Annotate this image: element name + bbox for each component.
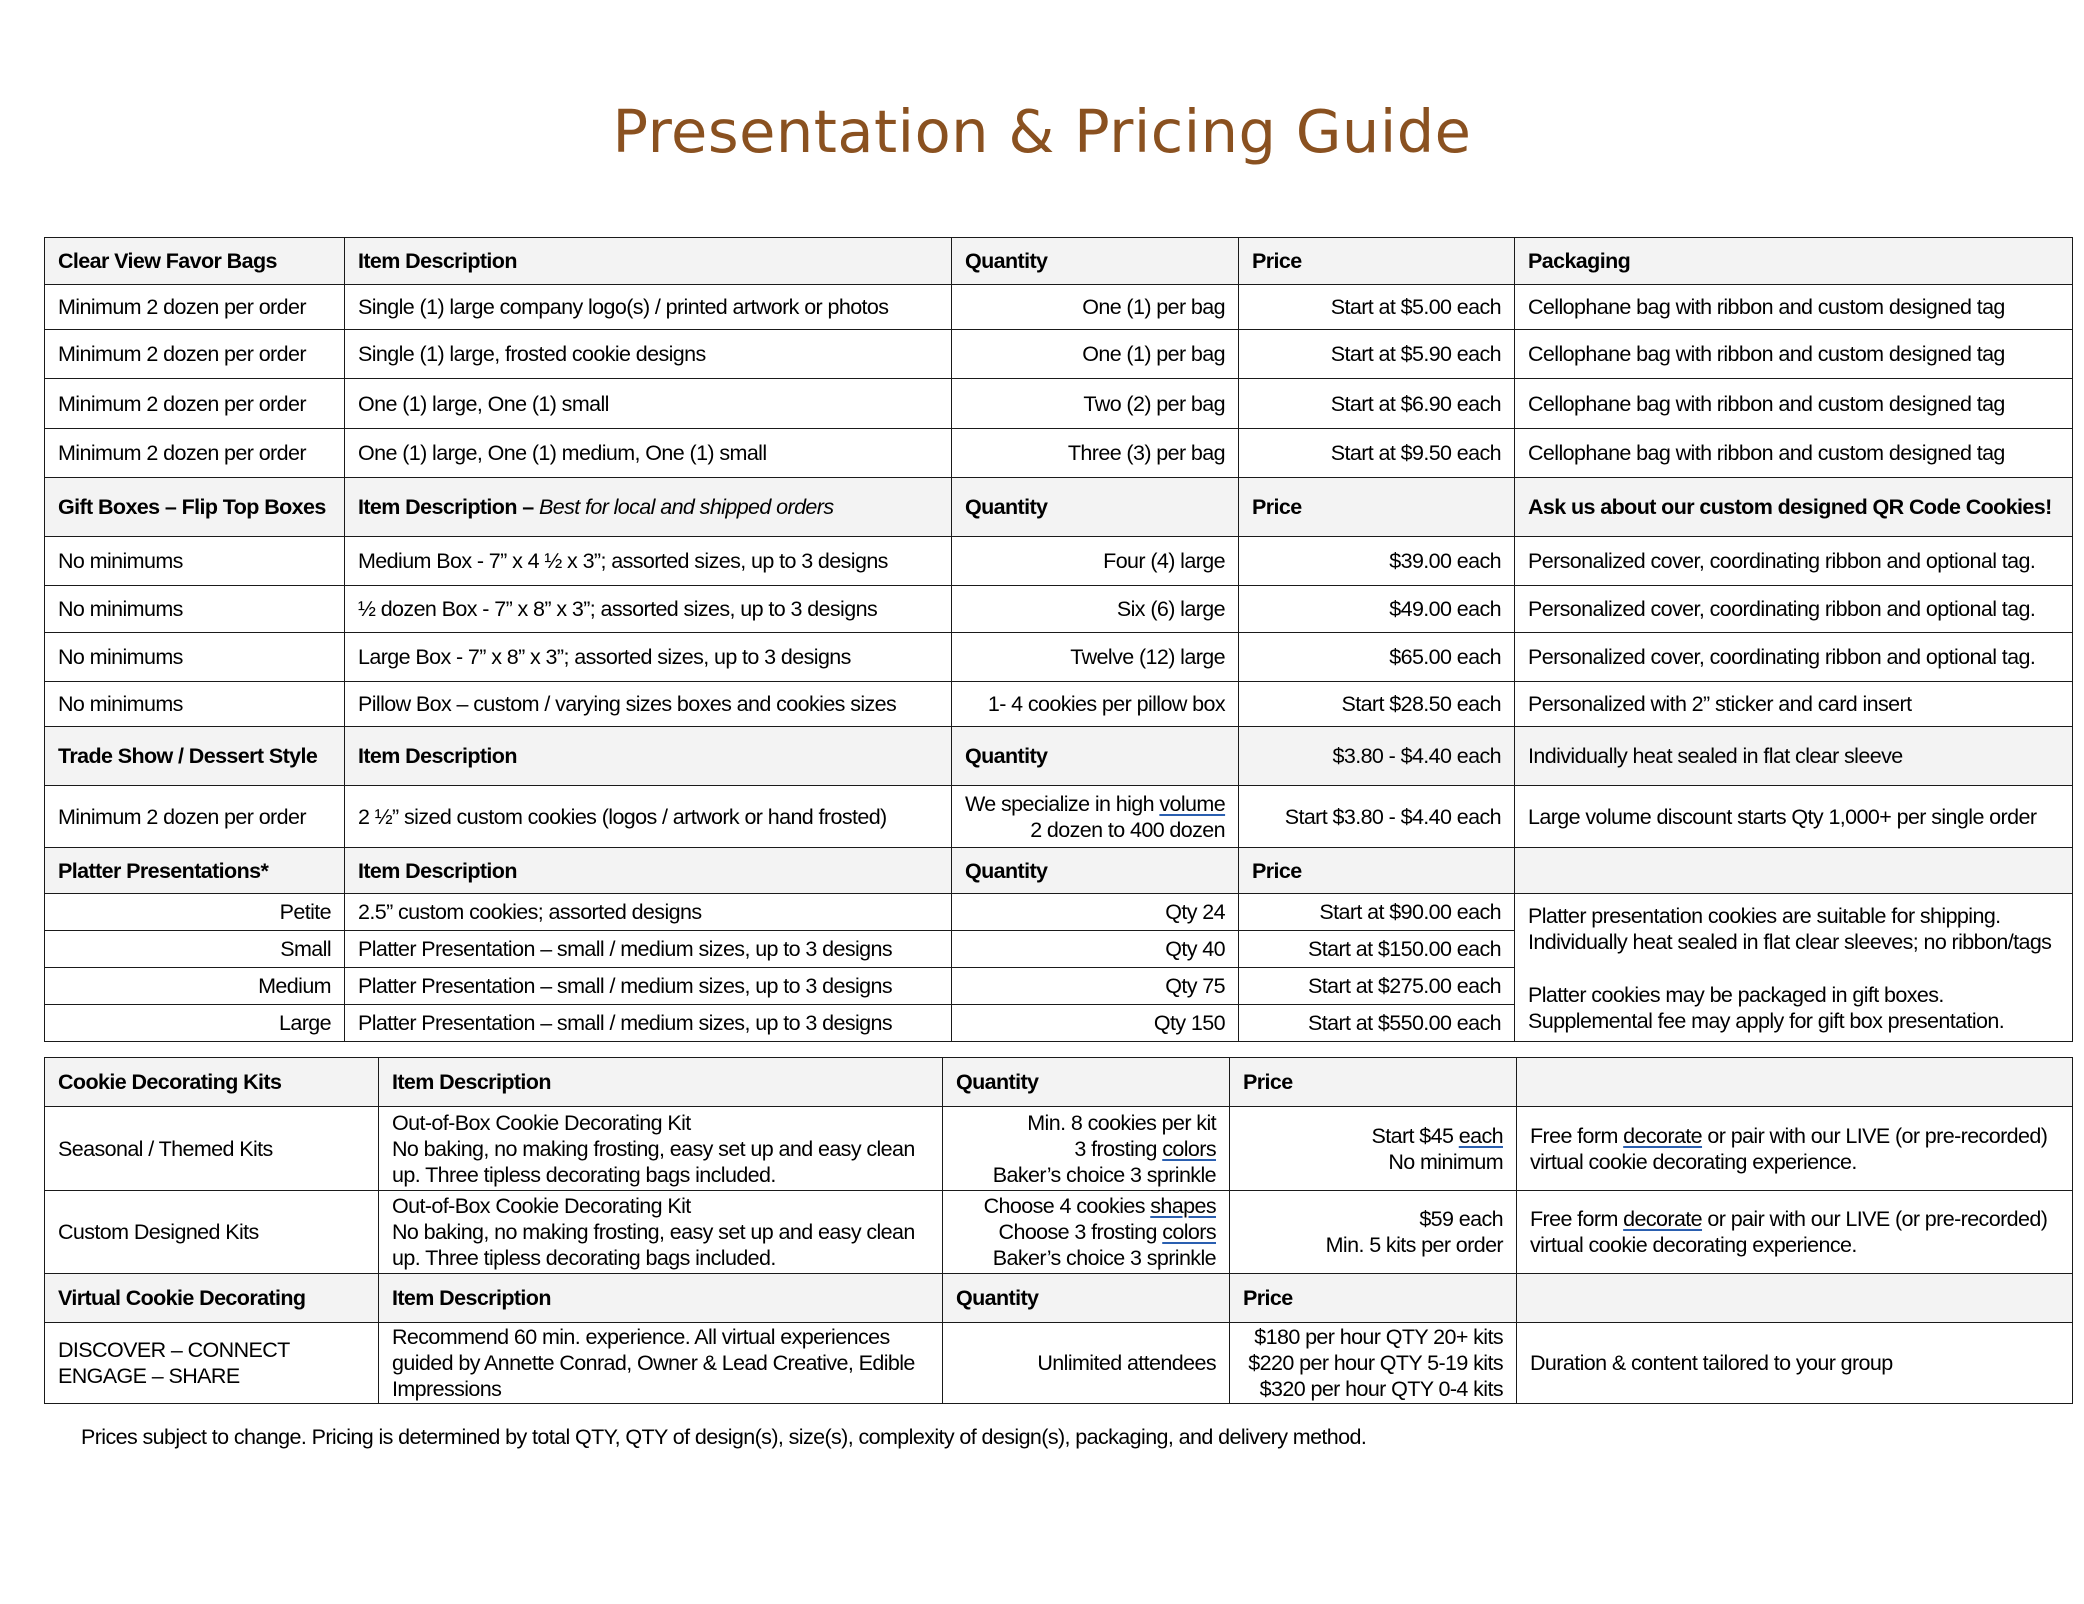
header-cell: Gift Boxes – Flip Top Boxes xyxy=(45,478,345,537)
quantity-cell: Three (3) per bag xyxy=(952,429,1239,478)
quantity-cell: Six (6) large xyxy=(952,586,1239,633)
note-line: Platter presentation cookies are suitable for shipping. xyxy=(1528,904,2001,928)
notes-underlined: decorate xyxy=(1623,1123,1703,1148)
notes-line: virtual cookie decorating experience. xyxy=(1530,1233,1857,1257)
description-cell: Medium Box - 7” x 4 ½ x 3”; assorted sizes, up to 3 designs xyxy=(345,537,952,586)
price-cell: $49.00 each xyxy=(1239,586,1515,633)
price-cell: Start at $6.90 each xyxy=(1239,379,1515,429)
quantity-cell: One (1) per bag xyxy=(952,330,1239,379)
section-header-kits xyxy=(45,1058,2073,1107)
virtual-name-cell xyxy=(45,1323,379,1404)
packaging-cell: Personalized cover, coordinating ribbon and optional tag. xyxy=(1515,537,2073,586)
order-cell: No minimums xyxy=(45,633,345,682)
quantity-text: 3 frosting xyxy=(1074,1136,1163,1161)
size-cell: Large xyxy=(45,1005,345,1042)
size-cell: Small xyxy=(45,931,345,968)
quantity-text: Choose 3 frosting xyxy=(998,1220,1163,1244)
section-header-gift-boxes xyxy=(45,478,2073,537)
description-cell: ½ dozen Box - 7” x 8” x 3”; assorted sizes, up to 3 designs xyxy=(345,586,952,633)
description-cell: Platter Presentation – small / medium sizes, up to 3 designs xyxy=(345,968,952,1005)
table-row xyxy=(45,537,2073,586)
description-line: Out-of-Box Cookie Decorating Kit xyxy=(392,1194,691,1218)
notes-cell: Duration & content tailored to your group xyxy=(1517,1323,2073,1404)
quantity-underlined: colors xyxy=(1162,1136,1216,1161)
description-cell: Single (1) large, frosted cookie designs xyxy=(345,330,952,379)
notes-text: Free form xyxy=(1530,1207,1624,1231)
quantity-cell xyxy=(952,786,1239,848)
price-line: $59 each xyxy=(1419,1207,1503,1231)
description-line: No baking, no making frosting, easy set up and easy clean xyxy=(392,1136,915,1161)
table-row xyxy=(45,330,2073,379)
description-cell: Platter Presentation – small / medium sizes, up to 3 designs xyxy=(345,931,952,968)
header-cell: Platter Presentations* xyxy=(45,848,345,894)
quantity-cell: Unlimited attendees xyxy=(943,1323,1230,1404)
price-line: $320 per hour QTY 0-4 kits xyxy=(1259,1377,1503,1401)
table-row xyxy=(45,1191,2073,1274)
table-row xyxy=(45,1107,2073,1191)
price-line: No minimum xyxy=(1388,1149,1503,1174)
price-cell: Start at $90.00 each xyxy=(1239,894,1515,931)
notes-line: virtual cookie decorating experience. xyxy=(1530,1149,1857,1174)
price-cell: Start at $550.00 each xyxy=(1239,1005,1515,1042)
quantity-cell xyxy=(943,1191,1230,1274)
size-cell: Petite xyxy=(45,894,345,931)
notes-line xyxy=(1530,1123,2059,1149)
order-cell: Minimum 2 dozen per order xyxy=(45,429,345,478)
header-desc-bold: Item Description – xyxy=(358,495,539,519)
description-line: No baking, no making frosting, easy set up and easy clean xyxy=(392,1220,915,1244)
quantity-cell: Twelve (12) large xyxy=(952,633,1239,682)
header-cell: Item Description xyxy=(345,848,952,894)
notes-cell xyxy=(1517,1191,2073,1274)
section-header-favor-bags xyxy=(45,238,2073,285)
description-cell xyxy=(379,1191,943,1274)
price-cell: Start at $9.50 each xyxy=(1239,429,1515,478)
price-cell xyxy=(1230,1323,1517,1404)
description-cell: Single (1) large company logo(s) / printed artwork or photos xyxy=(345,285,952,330)
price-line: Min. 5 kits per order xyxy=(1325,1233,1503,1257)
price-cell: Start at $150.00 each xyxy=(1239,931,1515,968)
quantity-cell: Qty 75 xyxy=(952,968,1239,1005)
packaging-cell: Cellophane bag with ribbon and custom designed tag xyxy=(1515,379,2073,429)
quantity-line: Baker’s choice 3 sprinkle xyxy=(992,1162,1216,1187)
kits-table xyxy=(44,1057,2073,1404)
order-cell: No minimums xyxy=(45,586,345,633)
quantity-cell: Two (2) per bag xyxy=(952,379,1239,429)
packaging-cell: Cellophane bag with ribbon and custom designed tag xyxy=(1515,330,2073,379)
table-row xyxy=(45,285,2073,330)
header-cell: Cookie Decorating Kits xyxy=(45,1058,379,1107)
order-cell: Minimum 2 dozen per order xyxy=(45,379,345,429)
price-cell xyxy=(1230,1107,1517,1191)
quantity-cell xyxy=(943,1107,1230,1191)
price-line xyxy=(1243,1123,1503,1149)
header-desc-italic: Best for local and shipped orders xyxy=(538,495,834,519)
quantity-cell: Qty 150 xyxy=(952,1005,1239,1042)
kit-name-cell: Custom Designed Kits xyxy=(45,1191,379,1274)
packaging-cell: Cellophane bag with ribbon and custom designed tag xyxy=(1515,285,2073,330)
quantity-line xyxy=(956,1193,1216,1219)
quantity-cell: One (1) per bag xyxy=(952,285,1239,330)
quantity-cell: Qty 40 xyxy=(952,931,1239,968)
header-cell: Quantity xyxy=(943,1274,1230,1323)
note-line: Individually heat sealed in flat clear sleeves; no ribbon/tags xyxy=(1528,930,2052,954)
quantity-cell: Qty 24 xyxy=(952,894,1239,931)
order-cell: No minimums xyxy=(45,537,345,586)
packaging-cell: Personalized cover, coordinating ribbon and optional tag. xyxy=(1515,586,2073,633)
page-title: Presentation & Pricing Guide xyxy=(612,97,1472,166)
notes-line xyxy=(1530,1206,2059,1232)
quantity-text: We specialize in high xyxy=(965,791,1160,816)
header-cell xyxy=(1517,1058,2073,1107)
kit-name-cell: Seasonal / Themed Kits xyxy=(45,1107,379,1191)
header-cell: Clear View Favor Bags xyxy=(45,238,345,285)
quantity-line xyxy=(965,791,1225,817)
description-cell xyxy=(379,1107,943,1191)
description-cell: One (1) large, One (1) medium, One (1) small xyxy=(345,429,952,478)
packaging-cell: Personalized with 2” sticker and card insert xyxy=(1515,682,2073,727)
price-cell xyxy=(1230,1191,1517,1274)
price-cell: Start at $275.00 each xyxy=(1239,968,1515,1005)
packaging-cell: Personalized cover, coordinating ribbon and optional tag. xyxy=(1515,633,2073,682)
notes-text: Free form xyxy=(1530,1123,1624,1148)
quantity-cell: 1- 4 cookies per pillow box xyxy=(952,682,1239,727)
price-cell: Start at $5.90 each xyxy=(1239,330,1515,379)
header-cell: Item Description xyxy=(345,727,952,786)
header-cell: Price xyxy=(1230,1058,1517,1107)
header-cell: Ask us about our custom designed QR Code Cookies! xyxy=(1515,478,2073,537)
quantity-line xyxy=(956,1219,1216,1245)
note-line: Platter cookies may be packaged in gift boxes. xyxy=(1528,983,1944,1007)
description-line: up. Three tipless decorating bags included. xyxy=(392,1162,776,1187)
price-line: $220 per hour QTY 5-19 kits xyxy=(1248,1351,1503,1375)
pricing-table xyxy=(44,237,2073,1042)
header-cell: Price xyxy=(1239,238,1515,285)
description-line: Out-of-Box Cookie Decorating Kit xyxy=(392,1110,691,1135)
notes-underlined: decorate xyxy=(1623,1207,1703,1231)
header-cell: Item Description xyxy=(379,1274,943,1323)
header-cell: Trade Show / Dessert Style xyxy=(45,727,345,786)
order-cell: Minimum 2 dozen per order xyxy=(45,285,345,330)
section-header-virtual xyxy=(45,1274,2073,1323)
header-cell: Item Description xyxy=(345,238,952,285)
description-cell: 2.5” custom cookies; assorted designs xyxy=(345,894,952,931)
section-header-trade-show xyxy=(45,727,2073,786)
table-row xyxy=(45,894,2073,931)
table-row xyxy=(45,586,2073,633)
table-row xyxy=(45,379,2073,429)
virtual-name-line: DISCOVER – CONNECT xyxy=(58,1338,290,1362)
header-cell: Price xyxy=(1239,848,1515,894)
description-line: up. Three tipless decorating bags included. xyxy=(392,1246,776,1270)
header-cell: Price xyxy=(1230,1274,1517,1323)
quantity-underlined: colors xyxy=(1162,1220,1216,1244)
virtual-name-line: ENGAGE – SHARE xyxy=(58,1364,240,1388)
notes-text: or pair with our LIVE (or pre-recorded) xyxy=(1702,1207,2048,1231)
price-text: Start $45 xyxy=(1371,1123,1459,1148)
table-row xyxy=(45,786,2073,848)
price-cell: Start $3.80 - $4.40 each xyxy=(1239,786,1515,848)
quantity-line: Baker’s choice 3 sprinkle xyxy=(992,1246,1216,1270)
description-cell xyxy=(379,1323,943,1404)
quantity-underlined: volume xyxy=(1159,791,1226,816)
price-cell: $39.00 each xyxy=(1239,537,1515,586)
header-cell: Quantity xyxy=(952,848,1239,894)
description-cell: 2 ½” sized custom cookies (logos / artwork or hand frosted) xyxy=(345,786,952,848)
header-cell: Packaging xyxy=(1515,238,2073,285)
table-row xyxy=(45,1323,2073,1404)
order-cell: Minimum 2 dozen per order xyxy=(45,330,345,379)
description-cell: Platter Presentation – small / medium sizes, up to 3 designs xyxy=(345,1005,952,1042)
header-cell: $3.80 - $4.40 each xyxy=(1239,727,1515,786)
header-cell: Virtual Cookie Decorating xyxy=(45,1274,379,1323)
header-cell: Quantity xyxy=(943,1058,1230,1107)
description-line: guided by Annette Conrad, Owner & Lead Creative, Edible xyxy=(392,1351,915,1375)
quantity-text: Choose 4 cookies xyxy=(983,1194,1151,1218)
header-cell: Quantity xyxy=(952,478,1239,537)
price-cell: $65.00 each xyxy=(1239,633,1515,682)
description-line: Impressions xyxy=(392,1377,502,1401)
section-header-platter xyxy=(45,848,2073,894)
note-line: Supplemental fee may apply for gift box presentation. xyxy=(1528,1009,2005,1033)
packaging-cell: Cellophane bag with ribbon and custom designed tag xyxy=(1515,429,2073,478)
header-cell xyxy=(1515,848,2073,894)
platter-notes-cell xyxy=(1515,894,2073,1042)
size-cell: Medium xyxy=(45,968,345,1005)
header-cell: Item Description xyxy=(379,1058,943,1107)
price-line: $180 per hour QTY 20+ kits xyxy=(1254,1325,1503,1349)
price-cell: Start at $5.00 each xyxy=(1239,285,1515,330)
table-row xyxy=(45,682,2073,727)
header-cell: Quantity xyxy=(952,727,1239,786)
header-cell xyxy=(345,478,952,537)
description-cell: Pillow Box – custom / varying sizes boxes and cookies sizes xyxy=(345,682,952,727)
quantity-line xyxy=(956,1136,1216,1162)
notes-text: or pair with our LIVE (or pre-recorded) xyxy=(1702,1123,2048,1148)
quantity-cell: Four (4) large xyxy=(952,537,1239,586)
description-line: Recommend 60 min. experience. All virtual experiences xyxy=(392,1325,890,1349)
description-cell: Large Box - 7” x 8” x 3”; assorted sizes, up to 3 designs xyxy=(345,633,952,682)
table-row xyxy=(45,633,2073,682)
note-spacer xyxy=(1528,955,2059,982)
header-cell: Individually heat sealed in flat clear sleeve xyxy=(1515,727,2073,786)
quantity-line: Min. 8 cookies per kit xyxy=(1027,1110,1216,1135)
quantity-underlined: shapes xyxy=(1150,1194,1216,1218)
price-cell: Start $28.50 each xyxy=(1239,682,1515,727)
packaging-cell: Large volume discount starts Qty 1,000+ per single order xyxy=(1515,786,2073,848)
description-cell: One (1) large, One (1) small xyxy=(345,379,952,429)
quantity-line: 2 dozen to 400 dozen xyxy=(1030,817,1225,842)
table-row xyxy=(45,429,2073,478)
order-cell: No minimums xyxy=(45,682,345,727)
header-cell: Quantity xyxy=(952,238,1239,285)
price-underlined: each xyxy=(1458,1123,1503,1148)
order-cell: Minimum 2 dozen per order xyxy=(45,786,345,848)
header-cell: Price xyxy=(1239,478,1515,537)
footnote: Prices subject to change. Pricing is determined by total QTY, QTY of design(s), size(s), complexity of design(s), packaging, and delivery method. xyxy=(81,1425,1367,1449)
notes-cell xyxy=(1517,1107,2073,1191)
header-cell xyxy=(1517,1274,2073,1323)
